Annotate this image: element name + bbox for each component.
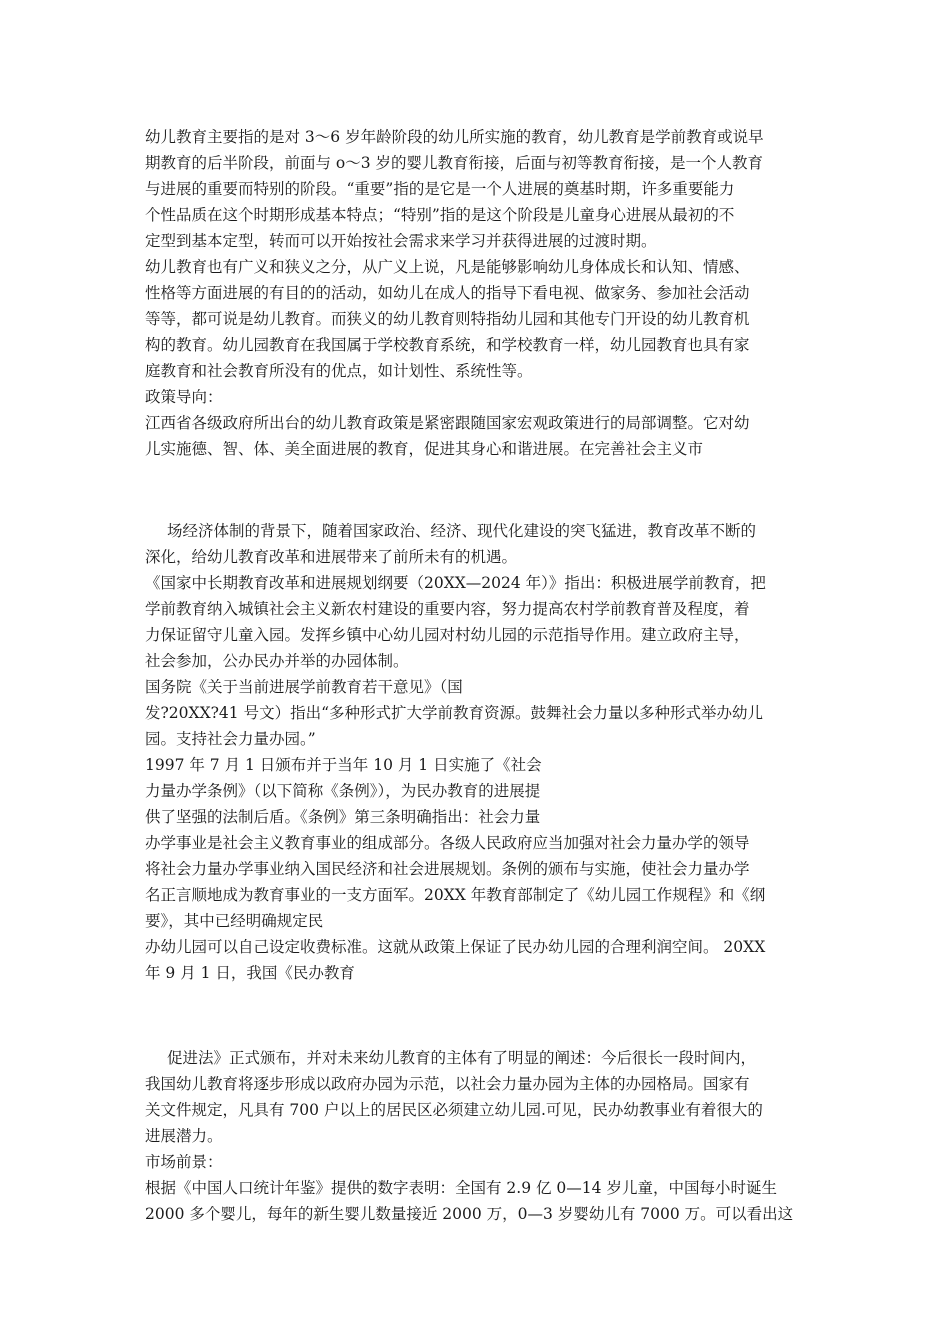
text-block-policy bbox=[145, 518, 809, 986]
text-line: 力保证留守儿童入园。发挥乡镇中心幼儿园对村幼儿园的示范指导作用。建立政府主导， bbox=[145, 626, 750, 644]
text-line: 等等，都可说是幼儿教育。而狭义的幼儿教育则特指幼儿园和其他专门开设的幼儿教育机 bbox=[145, 310, 750, 328]
text-line: 构的教育。幼儿园教育在我国属于学校教育系统，和学校教育一样，幼儿园教育也具有家 bbox=[145, 336, 750, 354]
text-block-market bbox=[145, 1045, 809, 1227]
text-line: 江西省各级政府所出台的幼儿教育政策是紧密跟随国家宏观政策进行的局部调整。它对幼 bbox=[145, 414, 750, 432]
text-line: 幼儿教育也有广义和狭义之分，从广义上说，凡是能够影响幼儿身体成长和认知、情感、 bbox=[145, 258, 750, 276]
text-line: 《国家中长期教育改革和进展规划纲要（20XX—2024 年）》指出：积极进展学前教育，把 bbox=[145, 574, 766, 592]
text-line: 力量办学条例》（以下简称《条例》），为民办教育的进展提 bbox=[145, 782, 541, 800]
text-line: 办学事业是社会主义教育事业的组成部分。各级人民政府应当加强对社会力量办学的领导 bbox=[145, 834, 750, 852]
text-line: 性格等方面进展的有目的的活动，如幼儿在成人的指导下看电视、做家务、参加社会活动 bbox=[145, 284, 750, 302]
text-line: 年 9 月 1 日，我国《民办教育 bbox=[145, 964, 355, 982]
text-line: 我国幼儿教育将逐步形成以政府办园为示范，以社会力量办园为主体的办园格局。国家有 bbox=[145, 1075, 750, 1093]
text-line: 将社会力量办学事业纳入国民经济和社会进展规划。条例的颁布与实施，使社会力量办学 bbox=[145, 860, 750, 878]
text-line: 期教育的后半阶段，前面与 o～3 岁的婴儿教育衔接，后面与初等教育衔接，是一个人教育 bbox=[145, 154, 764, 172]
text-block-intro bbox=[145, 124, 809, 462]
text-line: 与进展的重要而特别的阶段。“重要”指的是它是一个人进展的奠基时期，许多重要能力 bbox=[145, 180, 735, 198]
text-line: 供了坚强的法制后盾。《条例》第三条明确指出：社会力量 bbox=[145, 808, 541, 826]
text-line: 学前教育纳入城镇社会主义新农村建设的重要内容，努力提高农村学前教育普及程度，着 bbox=[145, 600, 750, 618]
text-line: 深化，给幼儿教育改革和进展带来了前所未有的机遇。 bbox=[145, 548, 518, 566]
text-line: 庭教育和社会教育所没有的优点，如计划性、系统性等。 bbox=[145, 362, 533, 380]
text-line: 根据《中国人口统计年鉴》提供的数字表明：全国有 2.9 亿 0—14 岁儿童，中国每小时诞生 bbox=[145, 1179, 777, 1197]
text-line: 幼儿教育主要指的是对 3～6 岁年龄阶段的幼儿所实施的教育，幼儿教育是学前教育或说早 bbox=[145, 128, 764, 146]
text-line: 园。支持社会力量办园。” bbox=[145, 730, 316, 748]
section-heading-market: 市场前景： bbox=[145, 1153, 223, 1171]
text-line: 社会参加，公办民办并举的办园体制。 bbox=[145, 652, 409, 670]
text-line: 儿实施德、智、体、美全面进展的教育，促进其身心和谐进展。在完善社会主义市 bbox=[145, 440, 704, 458]
text-line: 国务院《关于当前进展学前教育若干意见》（国 bbox=[145, 678, 463, 696]
text-line: 2000 多个婴儿，每年的新生婴儿数量接近 2000 万，0—3 岁婴幼儿有 7000 万。可以看出这 bbox=[145, 1205, 794, 1223]
text-line: 场经济体制的背景下，随着国家政治、经济、现代化建设的突飞猛进，教育改革不断的 bbox=[167, 522, 757, 540]
text-line: 定型到基本定型，转而可以开始按社会需求来学习并获得进展的过渡时期。 bbox=[145, 232, 657, 250]
text-line: 办幼儿园可以自己设定收费标准。这就从政策上保证了民办幼儿园的合理利润空间。 20XX bbox=[145, 938, 766, 956]
text-line: 个性品质在这个时期形成基本特点；“特别”指的是这个阶段是儿童身心进展从最初的不 bbox=[145, 206, 735, 224]
text-line: 要》，其中已经明确规定民 bbox=[145, 912, 324, 930]
text-line: 促进法》正式颁布，并对未来幼儿教育的主体有了明显的阐述：今后很长一段时间内， bbox=[167, 1049, 757, 1067]
text-line: 关文件规定，凡具有 700 户以上的居民区必须建立幼儿园.可见，民办幼教事业有着很大的 bbox=[145, 1101, 763, 1119]
section-heading-policy: 政策导向： bbox=[145, 388, 223, 406]
text-line: 进展潜力。 bbox=[145, 1127, 223, 1145]
text-line: 1997 年 7 月 1 日颁布并于当年 10 月 1 日实施了《社会 bbox=[145, 756, 542, 774]
text-line: 发?20XX?41 号文）指出“多种形式扩大学前教育资源。鼓舞社会力量以多种形式举办幼儿 bbox=[145, 704, 763, 722]
text-line: 名正言顺地成为教育事业的一支方面军。20XX 年教育部制定了《幼儿园工作规程》和《纲 bbox=[145, 886, 766, 904]
